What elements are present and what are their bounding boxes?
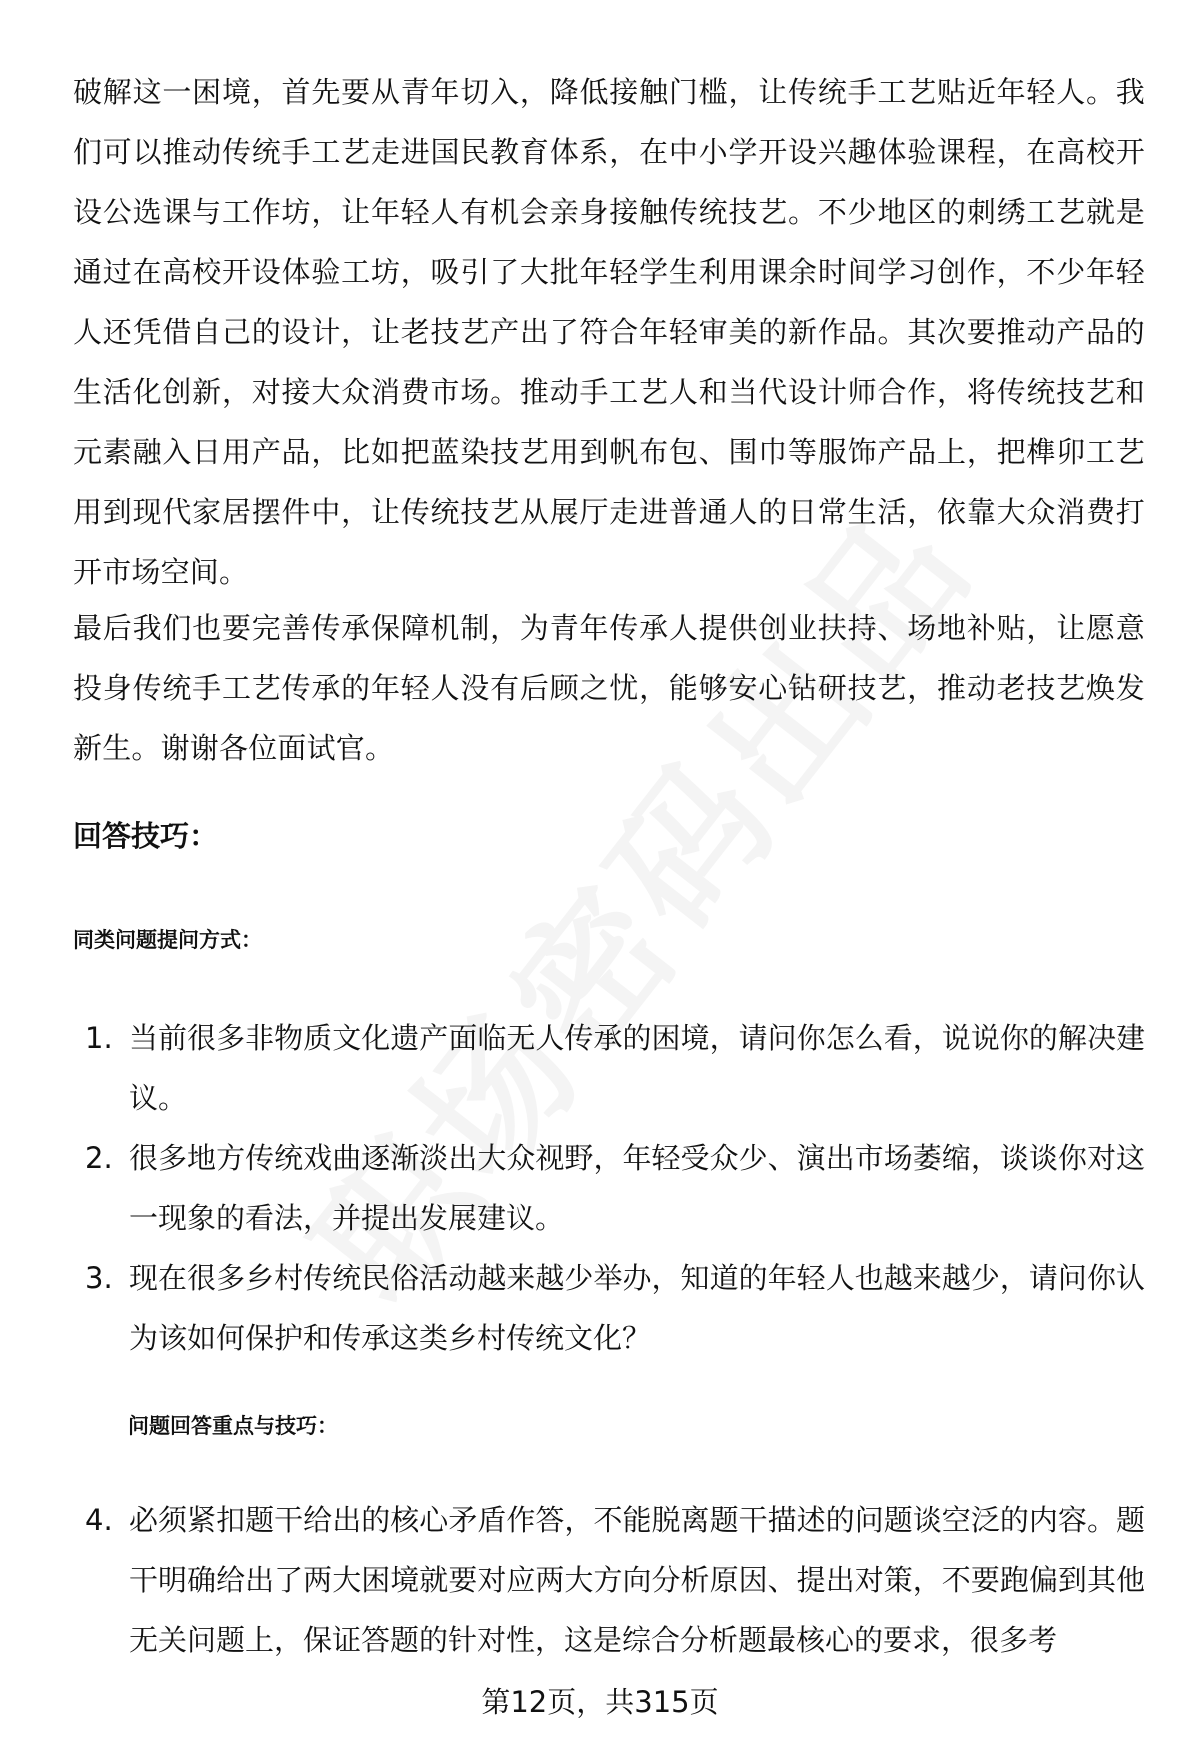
similar-questions-heading: 同类问题提问方式： — [73, 928, 262, 952]
list-item — [73, 1128, 1145, 1248]
page-footer: 第12页，共315页 — [481, 1685, 719, 1719]
list-item-text: 现在很多乡村传统民俗活动越来越少举办，知道的年轻人也越来越少，请问你认为该如何保护和传承这类乡村传统文化？ — [129, 1261, 1145, 1355]
list-item-number: 4. — [85, 1503, 113, 1537]
list-item-text: 必须紧扣题干给出的核心矛盾作答，不能脱离题干描述的问题谈空泛的内容。题干明确给出了两大困境就要对应两大方向分析原因、提出对策，不要跑偏到其他无关问题上，保证答题的针对性，这是综合分析题最核心的要求，很多考 — [129, 1503, 1145, 1657]
list-item — [73, 1490, 1145, 1670]
list-item-number: 3. — [85, 1261, 113, 1295]
body-paragraph: 破解这一困境，首先要从青年切入，降低接触门槛，让传统手工艺贴近年轻人。我们可以推动传统手工艺走进国民教育体系，在中小学开设兴趣体验课程，在高校开设公选课与工作坊，让年轻人有机会亲身接触传统技艺。不少地区的刺绣工艺就是通过在高校开设体验工坊，吸引了大批年轻学生利用课余时间学习创作，不少年轻人还凭借自己的设计，让老技艺产出了符合年轻审美的新作品。其次要推动产品的生活化创新，对接大众消费市场。推动手工艺人和当代设计师合作，将传统技艺和元素融入日用产品，比如把蓝染技艺用到帆布包、围巾等服饰产品上，把榫卯工艺用到现代家居摆件中，让传统技艺从展厅走进普通人的日常生活，依靠大众消费打开市场空间。 — [73, 75, 1145, 589]
list-item-number: 2. — [85, 1141, 113, 1175]
list-item-text: 很多地方传统戏曲逐渐淡出大众视野，年轻受众少、演出市场萎缩，谈谈你对这一现象的看法，并提出发展建议。 — [129, 1141, 1145, 1235]
tips-heading: 回答技巧： — [73, 819, 219, 853]
list-item — [73, 1008, 1145, 1128]
similar-questions-list — [73, 1008, 1145, 1368]
key-points-heading: 问题回答重点与技巧： — [128, 1414, 338, 1438]
list-item-number: 1. — [85, 1021, 113, 1055]
key-points-list — [73, 1490, 1145, 1670]
body-paragraph: 最后我们也要完善传承保障机制，为青年传承人提供创业扶持、场地补贴，让愿意投身传统手工艺传承的年轻人没有后顾之忧，能够安心钻研技艺，推动老技艺焕发新生。谢谢各位面试官。 — [73, 611, 1145, 765]
list-item — [73, 1248, 1145, 1368]
list-item-text: 当前很多非物质文化遗产面临无人传承的困境，请问你怎么看，说说你的解决建议。 — [129, 1021, 1145, 1115]
